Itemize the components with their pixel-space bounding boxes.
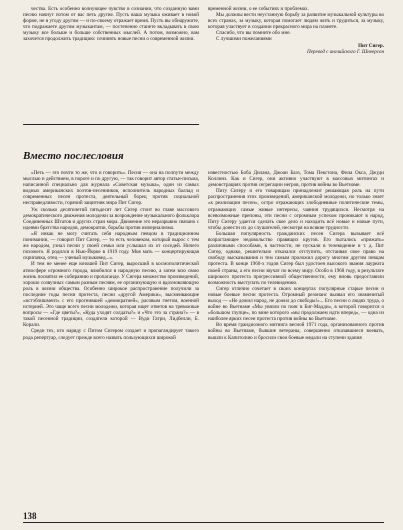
paragraph: Сигер отлично сочетает в своих концертах популярные старые песни и новые боевые песни протеста. Огромный резонанс вызвал его знаменитый выход — «Не дожил народ, не дожил до свободы!»... Его песни о людях труда, о войне во Вьетнаме «Мы увязли по пояс в Биг-Мадди», в которой говорится о «большом глупце», по вине которого «мы продолжаем идти вперед», — одна из наиболее ярких песен протеста против войны во Вьетнаме.: [208, 285, 384, 323]
paragraph: И тем не менее еще юношей Пит Сигер, выросший в космополитической атмосфере огромного города, влюбился в народную песню, а затем всю свою жизнь посвятил ее собиранию и пропаганде. У Сигера множество произведений, хорошо созвучных самым разным песням, ее организующую и вдохновляющую роль в жизни общества. Особенно широкое распространение получили за последние годы песни протеста, песни «другой Америки», высмеивающие «истэблишмент» с его прогнившей «демократией», расовым гнетом, военной истерией. Это чаще всего песни молодежи, которая ищет ответов на тревожные вопросы — «Где цветы?», «Куда уходят солдаты?» и «Что это за страна?» — в такой песенной традиции, создатели которой — Вуди Гатри, Лидбелли, Б. Корали.: [23, 261, 199, 329]
paragraph: «Петь — это почти то же, что и говорить». Песня — она на полпути между мыслью и действием, в пороге и по другую, — так говорит автор статьи-письма, написанной специально для журнала «Советская музыка», один из самых видных американских поэтов-песенников, исполнитель народных баллад и современных песен протеста, деятельный борец против социальной несправедливости, горячий защитник мира Пит Сигер.: [23, 170, 199, 207]
translation-credit: Перевод с английского Г. Шнеерсон: [306, 48, 384, 55]
page-number: 138: [23, 511, 37, 521]
paragraph: Питу Сигеру и его товарищам принадлежит решающая роль на пути распространения этих произведений, американской молодежи, но только знает «к реализации песен», остро отражающих злободневные политические темы, отражающих самые живые интересы, чаяния трудящихся. Несмотря на всевозможные препоны, эти песни с огромным успехом проникают в народ, Питу Сигеру удается сделать свое дело и находить всё новые и новые пути, чтобы донести их до слушателей, несмотря на всякие трудности.: [208, 188, 384, 231]
paragraph: Спасибо, что вы помните обо мне.: [216, 30, 291, 37]
paragraph: Среди тех, кто наряду с Питом Сигером создает и пропагандирует такого рода репертуар, следует прежде всего назвать пользующихся широкой: [23, 328, 199, 341]
left-column-top: [23, 6, 199, 43]
paragraph: известностью Боба Дилана, Джоан Баэз, Тома Пекстона, Фила Окса, Джуди Коллинз. Как и Сигер, они активно участвуют в массовых митингах и демонстрациях против сегрегации негров, против войны во Вьетнаме.: [208, 170, 384, 189]
section-heading: Вместо послесловия: [23, 150, 124, 162]
footer-rule: [23, 522, 384, 523]
paragraph: Уж сколько десятилетий пятьдесят лет Сигер стоит во главе массового демократического движения молодежи за возрождение музыкального фольклора Соединенных Штатов и других стран мира. Движение это неразрывно связано с идеями братства народов, демократии, борьбы против империализма.: [23, 206, 199, 231]
paragraph: С лучшими пожеланиями: [216, 36, 272, 43]
right-column-body: [208, 170, 384, 341]
paragraph: Мы должны вести неустанную борьбу за развитие музыкальной культуры во всех странах, за музыку, которая помогает людям жить и трудиться, за музыку, которая участвует в создании прекрасного мира на планете.: [208, 12, 384, 31]
author-signature: Пит Сигер.: [358, 42, 384, 49]
paragraph: «Я никак не могу считать себя народным певцом в традиционном понимании, — говорит Пит Сигер, — то есть человеком, который вырос с тем же народом, узнал песни у своей семьи или услышал их от соседей. Ничего похожего. Я родился в Нью-Йорке в 1919 году. Моя мать — концертирующая скрипачка, отец — ученый музыковед...».: [23, 230, 199, 262]
left-column-body: [23, 170, 199, 341]
paragraph: Во время грандиозного митинга весной 1971 года, организованного против войны во Вьетнаме, бывшие ветераны, совершенно отказавшиеся воевать, вышли к Капитолию и бросили свои боевые медали на ступени здания: [208, 322, 384, 341]
paragraph: Большая популярность гражданских песен Сигера вызывает всё возрастающее недовольство правящих кругов. Его пытались «прижать» различными способами, в частности, не пускали в телевидение и т. д. Пит Сигер, однако, решительно отказался отступить, отстаивая свое право на свободу высказывания и тем самым проложил дорогу многим другим певцам протеста. В конце 1960-х годов Сигер был удостоен высокого звания лауреата своей страны, а его песни звучат по всему миру. Особо в 1968 году, в результате широкого протеста прогрессивной общественности, ему вновь предоставили возможность выступать по телевидению.: [208, 230, 384, 286]
paragraph: чества. Есть особенно волнующее чувство в сознании, что созданную вами песню начнут потом от вас петь другие. Пусть ваша музыка оживает в новой форме, не в угоду другим — и по-своему отражает время. Пусть вы обнаружите, что подражаете другим музыкантам, — постепенно станете вкладывать в свою музыку все больше и больше собственных мыслей. А потом, возможно, вам захочется продолжить традицию: сочинять новые песни о современной жизни.: [23, 6, 199, 43]
section-divider: [23, 124, 199, 125]
paragraph: временной жизни, о ее событиях и проблемах.: [208, 6, 309, 12]
right-column-top: [208, 6, 384, 55]
